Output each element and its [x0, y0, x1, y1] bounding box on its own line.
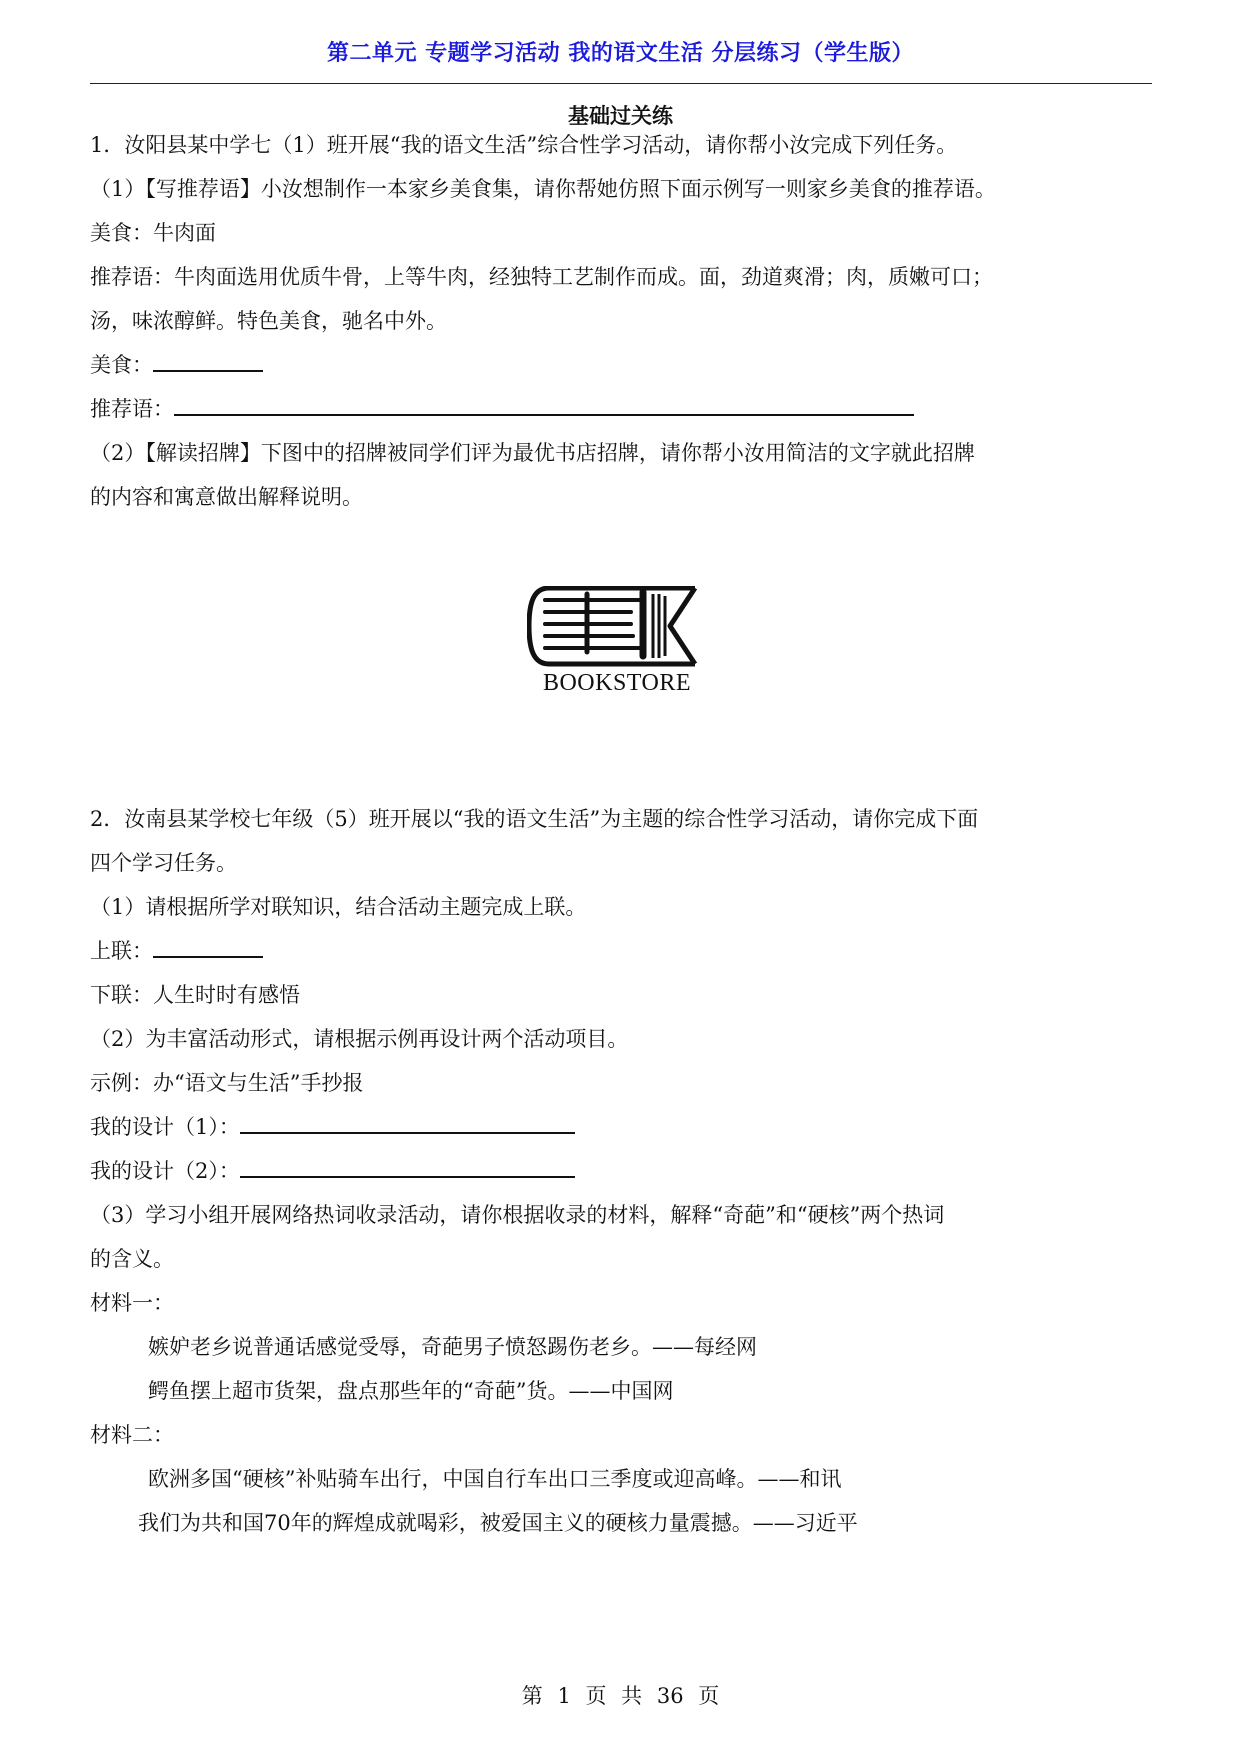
q2-sub3-line2: 的含义。 — [90, 1247, 174, 1271]
q2-material1-a: 嫉妒老乡说普通话感觉受辱，奇葩男子愤怒踢伤老乡。——每经网 — [148, 1335, 757, 1359]
q2-upper-blank[interactable] — [153, 936, 263, 958]
q2-sub2: （2）为丰富活动形式，请根据示例再设计两个活动项目。 — [90, 1027, 629, 1051]
q1-rec-label: 推荐语： — [90, 397, 174, 421]
q2-sub3-line1: （3）学习小组开展网络热词收录活动，请你根据收录的材料，解释“奇葩”和“硬核”两个热词 — [90, 1203, 945, 1227]
q2-material2-b: 我们为共和国70年的辉煌成就喝彩，被爱国主义的硬核力量震撼。——习近平 — [138, 1511, 858, 1535]
q1-rec-answer-row — [90, 394, 914, 424]
q2-stem-line1: 2．汝南县某学校七年级（5）班开展以“我的语文生活”为主题的综合性学习活动，请你完成下面 — [90, 807, 979, 831]
q1-sub2-line2: 的内容和寓意做出解释说明。 — [90, 485, 363, 509]
q2-material2-a: 欧洲多国“硬核”补贴骑车出行，中国自行车出口三季度或迎高峰。——和讯 — [148, 1467, 842, 1491]
q2-sub1: （1）请根据所学对联知识，结合活动主题完成上联。 — [90, 895, 587, 919]
q2-design2-row — [90, 1156, 575, 1186]
q1-sub1: （1）【写推荐语】小汝想制作一本家乡美食集，请你帮她仿照下面示例写一则家乡美食的推荐语。 — [90, 177, 996, 201]
q2-lower: 下联：人生时时有感悟 — [90, 983, 300, 1007]
q2-material2-label: 材料二： — [90, 1423, 174, 1447]
q2-material1-b: 鳄鱼摆上超市货架，盘点那些年的“奇葩”货。——中国网 — [148, 1379, 674, 1403]
q1-food-answer-row — [90, 350, 263, 380]
q2-design1-blank[interactable] — [240, 1112, 575, 1134]
q1-example-food: 美食：牛肉面 — [90, 221, 216, 245]
q2-upper-label: 上联： — [90, 939, 153, 963]
q2-design2-blank[interactable] — [240, 1156, 575, 1178]
header-rule — [90, 83, 1152, 84]
q2-material1-label: 材料一： — [90, 1291, 174, 1315]
q1-sub2-line1: （2）【解读招牌】下图中的招牌被同学们评为最优书店招牌，请你帮小汝用简洁的文字就此招牌 — [90, 441, 975, 465]
q2-upper-row — [90, 936, 263, 966]
q1-example-rec-line2: 汤，味浓醇鲜。特色美食，驰名中外。 — [90, 309, 447, 333]
page-footer: 第 1 页 共 36 页 — [521, 1684, 720, 1708]
section-title: 基础过关练 — [568, 104, 673, 128]
q2-example: 示例：办“语文与生活”手抄报 — [90, 1071, 364, 1095]
q2-design1-row — [90, 1112, 575, 1142]
q2-design2-label: 我的设计（2）： — [90, 1159, 240, 1183]
q1-rec-blank[interactable] — [174, 394, 914, 416]
q1-food-label: 美食： — [90, 353, 153, 377]
q1-example-rec-line1: 推荐语：牛肉面选用优质牛骨，上等牛肉，经独特工艺制作而成。面，劲道爽滑；肉，质嫩可口； — [90, 265, 993, 289]
page-header: 第二单元 专题学习活动 我的语文生活 分层练习（学生版） — [327, 41, 914, 66]
q2-design1-label: 我的设计（1）： — [90, 1115, 240, 1139]
q1-food-blank[interactable] — [153, 350, 263, 372]
bookstore-logo-text: BOOKSTORE — [542, 670, 692, 696]
q2-stem-line2: 四个学习任务。 — [90, 851, 237, 875]
q1-stem: 1．汝阳县某中学七（1）班开展“我的语文生活”综合性学习活动，请你帮小汝完成下列任务。 — [90, 133, 958, 157]
